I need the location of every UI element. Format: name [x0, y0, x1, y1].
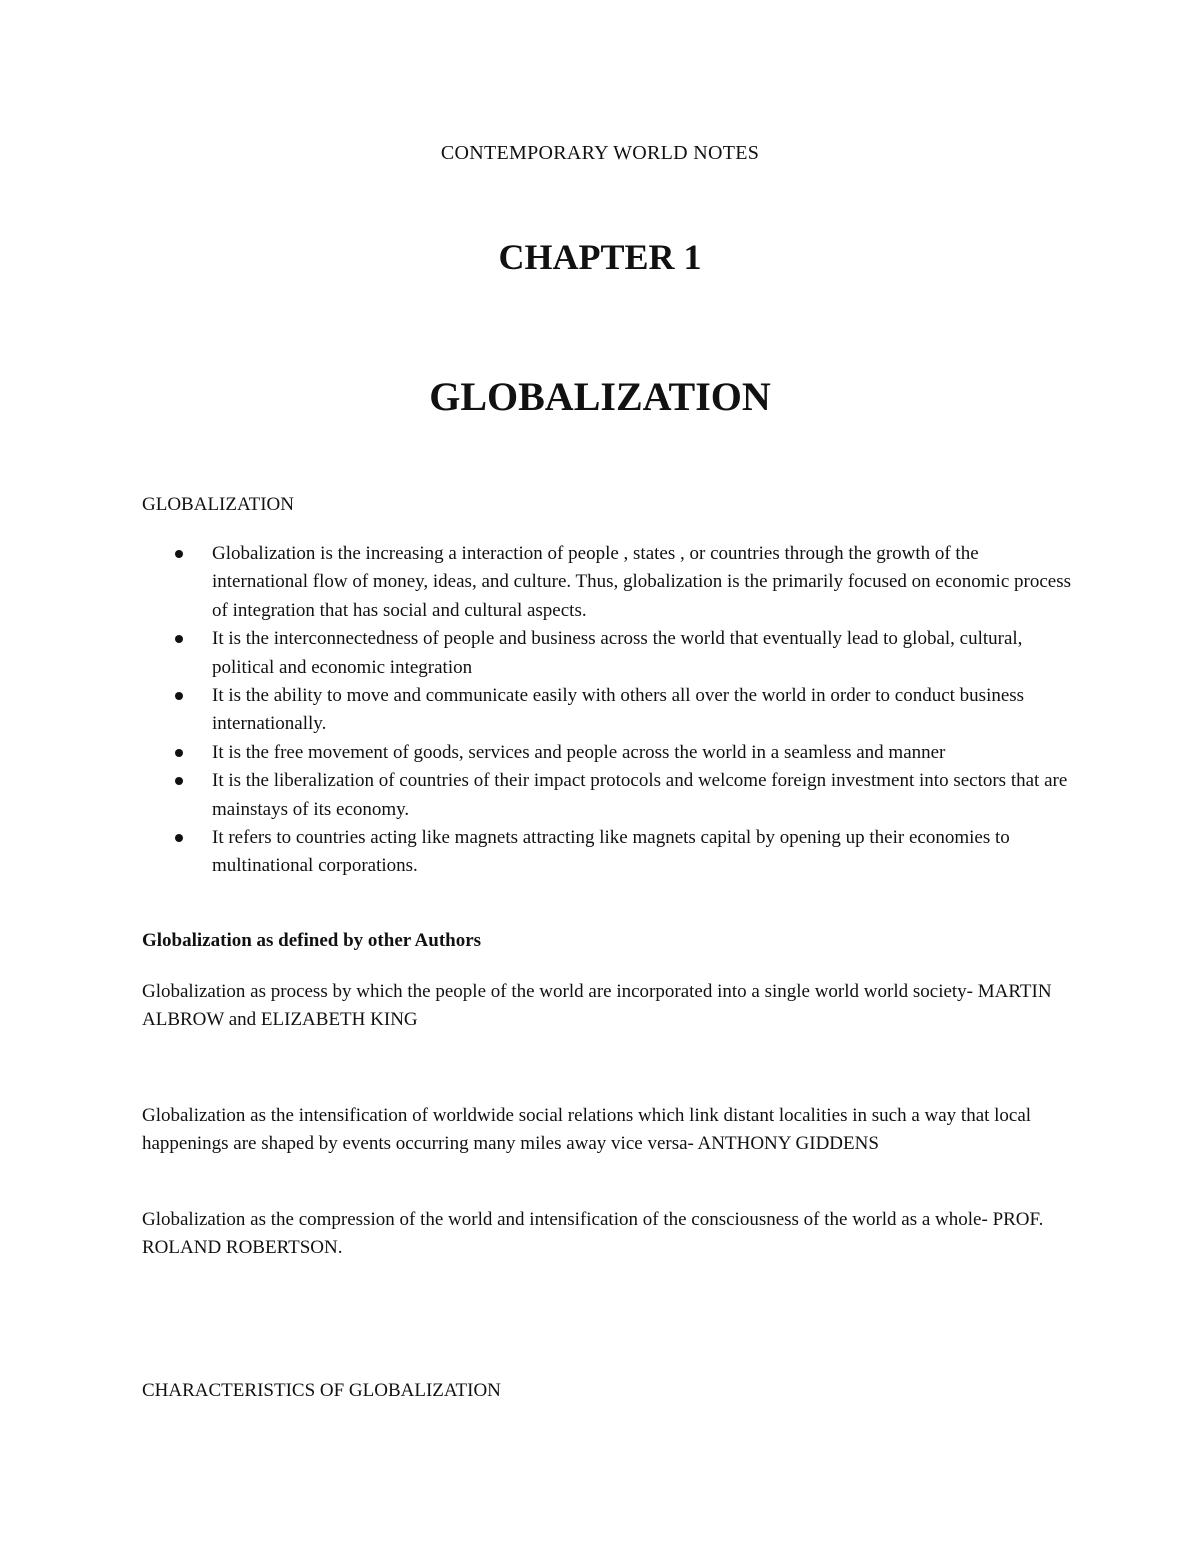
definition-paragraph: Globalization as the intensification of worldwide social relations which link distant localities in such a way that local happenings are shaped by events occurring many miles away vice versa- ANTHONY GIDDENS	[142, 1105, 1032, 1155]
list-item	[142, 540, 1072, 625]
definition-paragraph: Globalization as process by which the people of the world are incorporated into a single world world society- MARTIN ALBROW and ELIZABETH KING	[142, 981, 1052, 1031]
list-item-text: It is the interconnectedness of people and business across the world that eventually lead to global, cultural, political and economic integration	[212, 628, 1023, 678]
bullet-icon	[175, 692, 183, 700]
list-item	[142, 625, 1072, 682]
list-item-text: It refers to countries acting like magnets attracting like magnets capital by opening up their economies to multinational corporations.	[212, 827, 1010, 877]
list-item	[142, 739, 1072, 767]
document-header: CONTEMPORARY WORLD NOTES	[440, 142, 760, 164]
chapter-title: CHAPTER 1	[498, 237, 702, 277]
list-item-text: Globalization is the increasing a interaction of people , states , or countries through the growth of the international flow of money, ideas, and culture. Thus, globalization is the primarily focused on economic process of integration that has social and cultural aspects.	[212, 543, 1071, 621]
section-heading: GLOBALIZATION	[142, 494, 294, 515]
list-item-text: It is the ability to move and communicate easily with others all over the world in order to conduct business internationally.	[212, 685, 1025, 735]
list-item	[142, 682, 1072, 739]
characteristics-heading: CHARACTERISTICS OF GLOBALIZATION	[142, 1380, 501, 1401]
bullet-icon	[175, 777, 183, 785]
bullet-icon	[175, 749, 183, 757]
page-title: GLOBALIZATION	[429, 374, 771, 419]
bullet-icon	[175, 550, 183, 558]
bullet-icon	[175, 834, 183, 842]
list-item	[142, 767, 1072, 824]
list-item	[142, 824, 1072, 881]
list-item-text: It is the free movement of goods, services and people across the world in a seamless and manner	[212, 741, 946, 763]
bullet-icon	[175, 635, 183, 643]
definition-paragraph: Globalization as the compression of the world and intensification of the consciousness of the world as a whole- PROF. ROLAND ROBERTSON.	[142, 1209, 1044, 1259]
authors-heading: Globalization as defined by other Authors	[142, 930, 482, 951]
list-item-text: It is the liberalization of countries of their impact protocols and welcome foreign investment into sectors that are mainstays of its economy.	[212, 770, 1068, 820]
definition-bullet-list	[142, 540, 1072, 881]
